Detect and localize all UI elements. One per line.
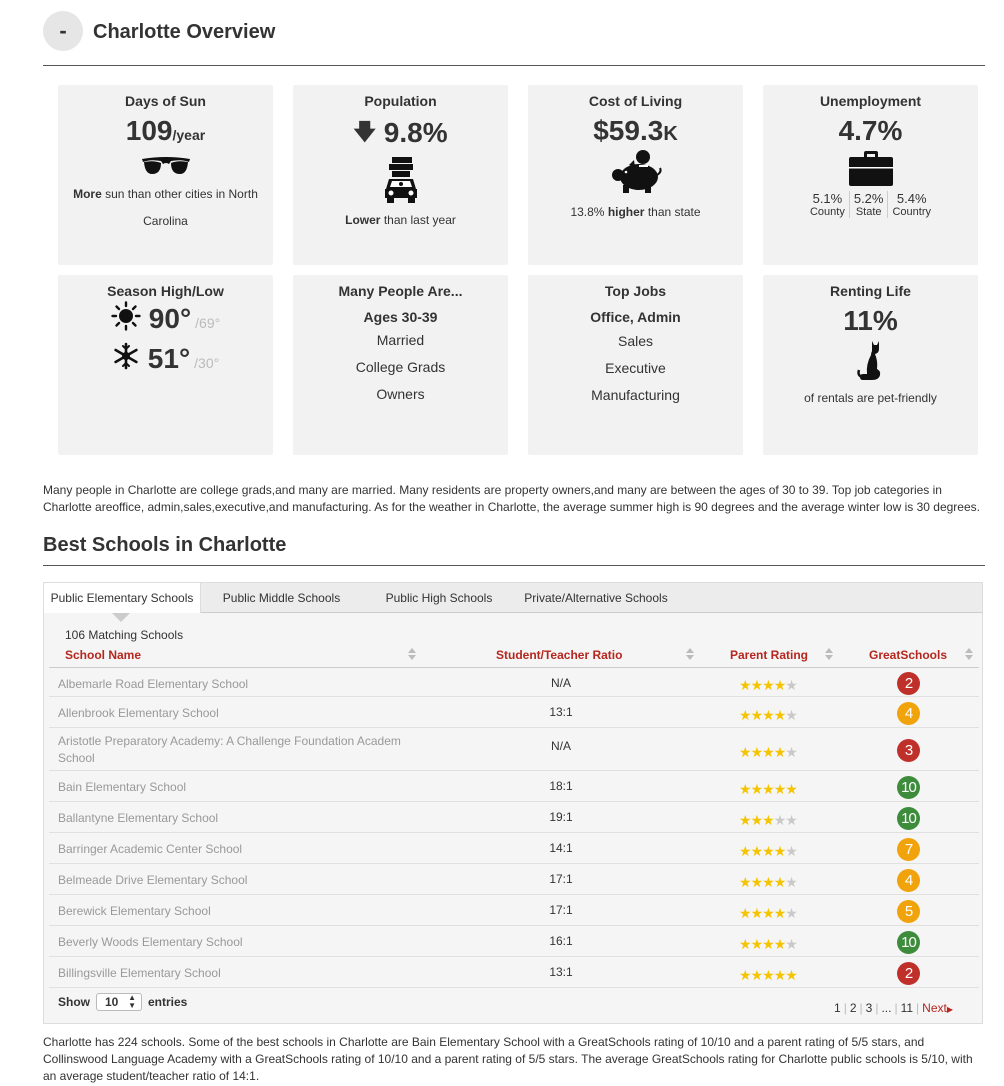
school-tabs [44,583,982,613]
jobs-item: Sales [617,333,654,349]
school-name[interactable]: Allenbrook Elementary School [58,706,219,720]
star-filled-icon: ★ [762,843,774,859]
card-many-people [293,275,508,455]
student-teacher-ratio: N/A [550,739,571,753]
unemployment-value: 4.7% [838,115,903,146]
col-school-name[interactable]: School Name [65,648,142,662]
star-filled-icon: ★ [773,936,786,952]
parent-rating-stars [739,905,809,922]
people-item: College Grads [355,359,446,375]
star-filled-icon: ★ [762,781,774,797]
greatschools-rating-badge: 10 [897,807,920,830]
school-name[interactable]: Barringer Academic Center School [58,842,243,856]
star-filled-icon: ★ [762,936,774,952]
card-title: Population [364,93,437,109]
star-filled-icon: ★ [785,967,797,983]
briefcase-icon [763,151,978,187]
card-title: Season High/Low [107,283,224,299]
star-filled-icon: ★ [773,744,786,760]
cat-icon [763,339,978,381]
star-empty-icon: ★ [785,936,797,952]
people-item: Owners [376,386,425,402]
greatschools-rating-badge: 4 [897,869,920,892]
school-name[interactable]: Belmeade Drive Elementary School [58,873,248,887]
star-filled-icon: ★ [773,707,786,723]
student-teacher-ratio: 16:1 [549,934,573,948]
table-row[interactable] [49,957,979,988]
school-name[interactable]: Berewick Elementary School [58,904,211,918]
star-filled-icon: ★ [750,843,763,859]
parent-rating-stars [739,812,809,829]
page-11[interactable]: 11 [900,1001,914,1015]
student-teacher-ratio: 19:1 [549,810,573,824]
card-title: Days of Sun [125,93,206,109]
arrow-down-icon: 🡇 [353,119,376,144]
student-teacher-ratio: N/A [550,676,571,690]
overview-header [43,10,985,66]
unemployment-state: 5.2% State [849,191,888,218]
star-filled-icon: ★ [762,967,774,983]
star-empty-icon: ★ [785,905,797,921]
table-row[interactable] [49,926,979,957]
population-note: Lower than last year [345,213,456,227]
table-row[interactable] [49,833,979,864]
school-name[interactable]: Bain Elementary School [58,780,187,794]
sun-note: More sun than other cities in North Carolina [73,187,258,228]
star-filled-icon: ★ [739,936,751,952]
star-filled-icon: ★ [762,744,774,760]
star-filled-icon: ★ [773,843,786,859]
page-1[interactable]: 1 [834,1001,841,1015]
school-name[interactable]: Beverly Woods Elementary School [58,935,243,949]
star-filled-icon: ★ [739,744,751,760]
collapse-button[interactable]: - [43,11,83,51]
parent-rating-stars [739,677,809,694]
star-empty-icon: ★ [785,677,797,693]
people-headline: Ages 30-39 [363,309,438,325]
school-name[interactable]: Billingsville Elementary School [58,966,221,980]
star-filled-icon: ★ [750,967,763,983]
sort-icon[interactable] [408,647,416,661]
star-filled-icon: ★ [739,781,751,797]
renting-value: 11% [843,305,898,336]
page-3[interactable]: 3 [865,1001,873,1015]
tab-public-middle[interactable]: Public Middle Schools [222,591,341,605]
star-filled-icon: ★ [773,781,786,797]
star-filled-icon: ★ [750,812,763,828]
sort-icon[interactable] [686,647,694,661]
overview-description: Many people in Charlotte are college grads,and many are married. Many residents are property owners,and many are between the ages of 30 to 39. Top job categories in Charlotte areoffice, admin,sales,executive,and manufacturing. As for the weather in Charlotte, the average summer high is 90 degrees and the average winter low is 30 degrees. [43,483,980,514]
star-empty-icon: ★ [785,874,797,890]
select-arrows-icon: ▲ ▼ [128,993,136,1010]
table-row[interactable] [49,728,979,771]
star-filled-icon: ★ [750,874,763,890]
card-unemployment [763,85,978,265]
overview-title: Charlotte Overview [93,21,276,43]
population-value: 9.8% [383,117,448,148]
star-empty-icon: ★ [785,812,797,828]
card-days-of-sun [58,85,273,265]
student-teacher-ratio: 13:1 [549,705,573,719]
star-empty-icon: ★ [773,812,786,828]
star-filled-icon: ★ [750,744,763,760]
greatschools-rating-badge: 5 [897,900,920,923]
card-title: Cost of Living [588,93,683,109]
star-empty-icon: ★ [785,707,797,723]
renting-note: of rentals are pet-friendly [804,391,937,405]
star-filled-icon: ★ [773,905,786,921]
school-name[interactable]: Aristotle Preparatory Academy: A Challenge Foundation Academ School [58,734,401,765]
sunglasses-icon [58,155,273,177]
greatschools-rating-badge: 10 [897,776,920,799]
schools-widget [43,582,983,1024]
star-filled-icon: ★ [739,905,751,921]
star-filled-icon: ★ [739,677,751,693]
table-row[interactable] [49,802,979,833]
card-population [293,85,508,265]
pagination: 1 | 2 | 3 | ... | 11 | Next▶ [834,1001,954,1015]
table-row[interactable] [49,895,979,926]
star-filled-icon: ★ [739,707,751,723]
parent-rating-stars [739,874,809,891]
star-filled-icon: ★ [762,874,774,890]
card-season [58,275,273,455]
card-title: Renting Life [830,283,911,299]
table-row[interactable] [49,864,979,895]
greatschools-rating-badge: 2 [897,962,920,985]
parent-rating-stars [739,781,809,798]
moving-car-icon [293,155,508,205]
jobs-item: Manufacturing [591,387,680,403]
greatschools-rating-badge: 2 [897,672,920,695]
star-filled-icon: ★ [750,781,763,797]
star-filled-icon: ★ [773,967,786,983]
parent-rating-stars [739,707,809,724]
page-ellipsis: ... [881,1001,892,1015]
card-top-jobs [528,275,743,455]
cost-note: 13.8% higher than state [570,205,701,219]
greatschools-rating-badge: 7 [897,838,920,861]
unemployment-breakdown [763,191,978,218]
col-student-teacher-ratio[interactable]: Student/Teacher Ratio [496,648,623,662]
jobs-item: Executive [605,360,666,376]
parent-rating-stars [739,744,809,761]
greatschools-rating-badge: 10 [897,931,920,954]
cost-value: $59.3 [593,115,664,146]
next-page-link[interactable]: Next▶ [922,1001,954,1015]
cost-suffix: K [663,123,678,145]
page-size-control [58,993,187,1011]
star-empty-icon: ★ [785,843,797,859]
parent-rating-stars [739,936,809,953]
school-name[interactable]: Albemarle Road Elementary School [58,677,249,691]
greatschools-rating-badge: 3 [897,739,920,762]
schools-summary: Charlotte has 224 schools. Some of the best schools in Charlotte are Bain Elementary School with a GreatSchools rating of 10/10 and a parent rating of 5/5 stars, and Collinswood Language Academy with a GreatSchools rating of 10/10 and a parent rating of 5/5 stars. The average GreatSchools rating for Charlotte public schools is 5/10, with an average student/teacher ratio of 14:1. [43,1035,973,1083]
star-filled-icon: ★ [739,967,751,983]
tab-public-high[interactable]: Public High Schools [385,591,493,605]
table-row[interactable] [49,668,979,697]
star-filled-icon: ★ [773,677,786,693]
page-size-select[interactable]: 10 ▲ ▼ [96,993,142,1011]
star-filled-icon: ★ [785,781,797,797]
parent-rating-stars [739,967,809,984]
star-filled-icon: ★ [739,812,751,828]
card-title: Top Jobs [604,283,667,299]
unemployment-county: 5.1% County [809,191,845,218]
star-empty-icon: ★ [785,744,797,760]
star-filled-icon: ★ [750,707,763,723]
school-name[interactable]: Ballantyne Elementary School [58,811,219,825]
table-row[interactable] [49,697,979,728]
star-filled-icon: ★ [773,874,786,890]
jobs-headline: Office, Admin [590,309,681,325]
star-filled-icon: ★ [739,874,751,890]
people-item: Married [376,332,425,348]
sun-icon [111,301,141,336]
card-title: Many People Are... [338,283,463,299]
star-filled-icon: ★ [750,905,763,921]
entries-label: entries [148,995,188,1009]
season-high: 90° /69° [58,301,273,336]
star-filled-icon: ★ [739,843,751,859]
col-parent-rating[interactable]: Parent Rating [730,648,809,662]
student-teacher-ratio: 14:1 [549,841,573,855]
star-filled-icon: ★ [762,812,774,828]
card-cost-of-living [528,85,743,265]
student-teacher-ratio: 18:1 [549,779,573,793]
show-label: Show [58,995,90,1009]
card-renting-life [763,275,978,455]
star-filled-icon: ★ [762,707,774,723]
season-low: 51° /30° [58,342,273,375]
sun-value: 109 [125,115,173,146]
student-teacher-ratio: 17:1 [549,872,573,886]
star-filled-icon: ★ [750,936,763,952]
student-teacher-ratio: 17:1 [549,903,573,917]
next-arrow-icon: ▶ [946,1005,954,1014]
matching-count: 106 Matching Schools [65,628,184,642]
sort-icon[interactable] [825,647,833,661]
star-filled-icon: ★ [762,677,774,693]
tab-private-alternative[interactable]: Private/Alternative Schools [524,591,668,605]
greatschools-rating-badge: 4 [897,702,920,725]
star-filled-icon: ★ [750,677,763,693]
card-title: Unemployment [819,93,922,109]
student-teacher-ratio: 13:1 [549,965,573,979]
page-2[interactable]: 2 [849,1001,857,1015]
table-row[interactable] [49,771,979,802]
active-tab-indicator [112,613,130,622]
tab-public-elementary[interactable]: Public Elementary Schools [44,583,201,613]
parent-rating-stars [739,843,809,860]
unemployment-country: 5.4% Country [887,191,935,218]
sun-unit: /year [172,127,206,143]
schools-title: Best Schools in Charlotte [43,534,985,566]
star-filled-icon: ★ [762,905,774,921]
piggy-bank-icon [528,147,743,195]
col-greatschools[interactable]: GreatSchools [869,648,948,662]
snowflake-icon [112,342,140,375]
sort-icon[interactable] [965,647,973,661]
